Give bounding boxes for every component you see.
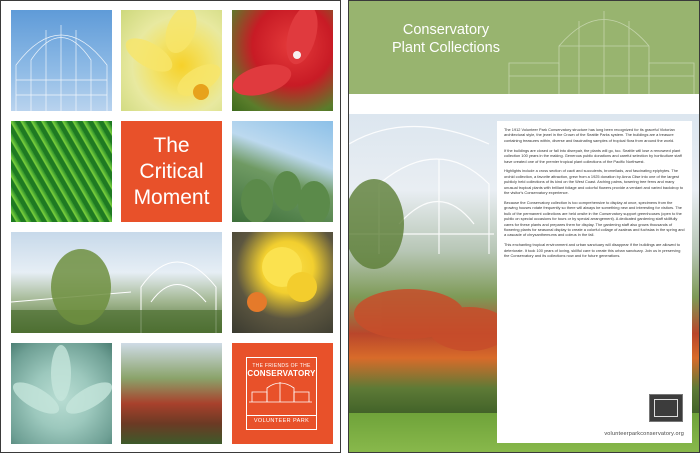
paragraph-3: Highlights include a cross section of cacti and succulents, bromeliads, and fascinating epiphytes. The orchid collection, a favorite attraction, grew from a 1925 donation by Anna Clise into one of the largest publicly held collections of its kind on the West Coast. Arching palms, towering tree ferns and many unusual tropical plants with brilliant foliage and colorful flowers provide a verdant and varied backdrop to the visitor's Conservatory experience. [504, 168, 684, 196]
cactus-flower-photo [232, 232, 333, 333]
agave-photo [11, 343, 112, 444]
logo-line-1: THE FRIENDS OF THE [252, 363, 311, 369]
cactus-photo [232, 121, 333, 222]
conservatory-logo-small-icon [649, 394, 683, 422]
foliage-photo [121, 343, 222, 444]
logo-line-2: CONSERVATORY [247, 369, 316, 378]
description-panel [497, 121, 692, 443]
paragraph-1: The 1912 Volunteer Park Conservatory structure has long been recognized for its graceful Victorian architectural style, the jewel in the Crown of the Seattle Parks system. The buildings are a treasure containing treasures within, diverse and fascinating samples of tropical flora from around the world. [504, 127, 675, 143]
paragraph-5: This enchanting tropical environment and urban sanctuary will disappear if the buildings are allowed to deteriorate. It took 100 years of loving, skillful care to create this urban sanctuary. Join us in preserving the Conservatory and its collections now and for future generations. [504, 242, 681, 259]
website-url[interactable]: volunteerparkconservatory.org [604, 431, 684, 437]
conservatory-building-icon [247, 378, 314, 404]
logo-line-3: VOLUNTEER PARK [247, 415, 316, 424]
red-flower-photo [232, 10, 333, 111]
conservatory-logo-icon [246, 357, 317, 430]
header-banner [349, 1, 699, 94]
friends-logo-tile [232, 343, 333, 444]
cover-title-tile [121, 121, 222, 222]
paragraph-4: Because the Conservatory collection is too comprehensive to display at once, specimens from the growing houses rotate frequently so there will always be something new and interesting for visitors. The bulk of the permanent collections are held onsite in the Conservatory support greenhouses (open to the public on special occasions for tours or by special arrangement). A dedicated gardening staff skillfully cares for these plants and prepares them for display. The gardening staff also grows thousands of flowering plants for seasonal display to create a colorful collage of azaleas and fuchsias in the spring and a cascade of chrysanthemums and coleus in the fall. [504, 199, 685, 238]
paragraph-2: If the buildings are closed or fall into disrepair, the plants will go, too. Seattle will lose a renowned plant collection 100 years in the making. Generous public donations and careful selection by horticulture staff have created one of the premier tropical plant collections of the Pacific Northwest. [504, 147, 682, 164]
conservatory-exterior-photo [11, 232, 222, 333]
dome-photo [11, 10, 112, 111]
back-cover [348, 0, 700, 453]
yellow-flower-photo [121, 10, 222, 111]
front-cover [0, 0, 341, 453]
palm-leaf-photo [11, 121, 112, 222]
cover-title: The Critical Moment [133, 134, 210, 209]
banner-title: Conservatory Plant Collections [392, 22, 500, 56]
